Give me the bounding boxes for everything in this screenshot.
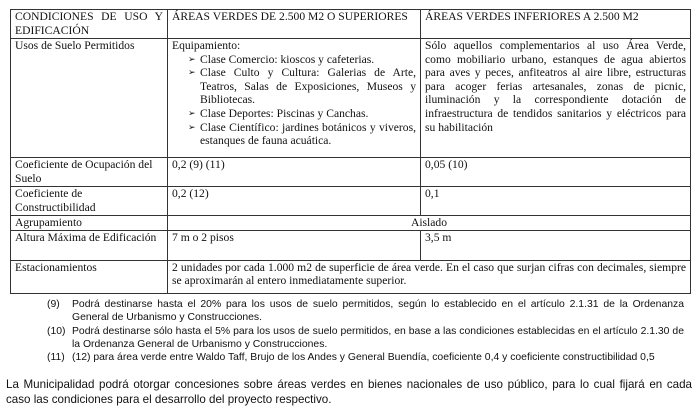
row-label: Coeficiente de Ocupación del Suelo bbox=[11, 158, 168, 187]
arrowhead-bullet-icon: ➢ bbox=[188, 53, 196, 64]
altura-superiores: 7 m o 2 pisos bbox=[168, 230, 421, 260]
estacionamientos-value: 2 unidades por cada 1.000 m2 de superficie de área verde. En el caso que surjan cifras con decimales, siempre se aproximarán al entero inmediatamente superior. bbox=[168, 260, 691, 293]
footnote-text: (12) para área verde entre Waldo Taff, Brujo de los Andes y General Buendía, coeficiente 0,4 y coeficiente constructibilidad 0,5 bbox=[72, 352, 655, 364]
table-row bbox=[11, 216, 691, 231]
equipamiento-list bbox=[172, 53, 416, 148]
footnote bbox=[47, 351, 684, 364]
header-conditions: CONDICIONES DE USO Y EDIFICACIÓN bbox=[11, 10, 168, 39]
final-paragraph: La Municipalidad podrá otorgar concesiones sobre áreas verdes en bienes nacionales de uso público, para lo cual fijará en cada caso las condiciones para el desarrollo del proyecto respectivo. bbox=[6, 378, 692, 406]
footnote bbox=[47, 325, 684, 352]
table-header-row bbox=[11, 10, 691, 39]
list-item: ➢ Clase Culto y Cultura: Galerias de Arte, Teatros, Salas de Exposiciones, Museos y Bibliotecas. bbox=[188, 66, 416, 107]
row-label: Altura Máxima de Edificación bbox=[11, 230, 168, 260]
arrowhead-bullet-icon: ➢ bbox=[188, 121, 196, 132]
table-row bbox=[11, 158, 691, 187]
row-label: Agrupamiento bbox=[11, 216, 168, 231]
table-row bbox=[11, 260, 691, 293]
footnote-text: Podrá destinarse hasta el 20% para los usos de suelo permitidos, según lo establecido en el artículo 2.1.31 de la Ordenanza General de Urbanismo y Construcciones. bbox=[72, 299, 684, 324]
cc-inferiores: 0,1 bbox=[421, 187, 691, 216]
row-label: Usos de Suelo Permitidos bbox=[11, 39, 168, 158]
agrupamiento-value: Aislado bbox=[168, 216, 691, 231]
footnote bbox=[47, 298, 684, 325]
row-label: Coeficiente de Constructibilidad bbox=[11, 187, 168, 216]
cos-superiores: 0,2 (9) (11) bbox=[168, 158, 421, 187]
footnotes bbox=[0, 298, 700, 364]
list-item: ➢ Clase Comercio: kioscos y cafeterias. bbox=[188, 52, 375, 66]
usos-superiores bbox=[168, 39, 421, 158]
footnote-text: Podrá destinarse sólo hasta el 5% para los usos de suelo permitidos, en base a las condiciones establecidas en el artículo 2.1.30 de la Ordenanza General de Urbanismo y Construcciones. bbox=[72, 325, 684, 350]
usos-inferiores: Sólo aquellos complementarios al uso Área Verde, como mobiliario urbano, estanques de agua abiertos para aves y peces, anfiteatros al aire libre, estructuras para acoger ferias artesanales, zonas de picnic, iluminación y la correspondiente dotación de infraestructura de tendidos sanitarios y eléctricos para su habilitación bbox=[421, 39, 691, 158]
footnote-number: (11) bbox=[47, 352, 65, 364]
table-row bbox=[11, 39, 691, 158]
header-inferiores: ÁREAS VERDES INFERIORES A 2.500 M2 bbox=[421, 10, 691, 39]
cos-inferiores: 0,05 (10) bbox=[421, 158, 691, 187]
table-row bbox=[11, 230, 691, 260]
arrowhead-bullet-icon: ➢ bbox=[188, 67, 196, 78]
row-label: Estacionamientos bbox=[11, 260, 168, 293]
table-row bbox=[11, 187, 691, 216]
cc-superiores: 0,2 (12) bbox=[168, 187, 421, 216]
footnote-number: (10) bbox=[47, 325, 66, 337]
conditions-table bbox=[10, 9, 691, 294]
altura-inferiores: 3,5 m bbox=[421, 230, 691, 260]
header-superiores: ÁREAS VERDES DE 2.500 M2 O SUPERIORES bbox=[168, 10, 421, 39]
footnote-number: (9) bbox=[47, 299, 60, 310]
arrowhead-bullet-icon: ➢ bbox=[188, 107, 196, 118]
equipamiento-title: Equipamiento: bbox=[172, 39, 241, 52]
list-item: ➢ Clase Deportes: Piscinas y Canchas. bbox=[188, 106, 369, 120]
list-item: ➢ Clase Científico: jardines botánicos y viveros, estanques de fauna acuática. bbox=[188, 120, 416, 148]
